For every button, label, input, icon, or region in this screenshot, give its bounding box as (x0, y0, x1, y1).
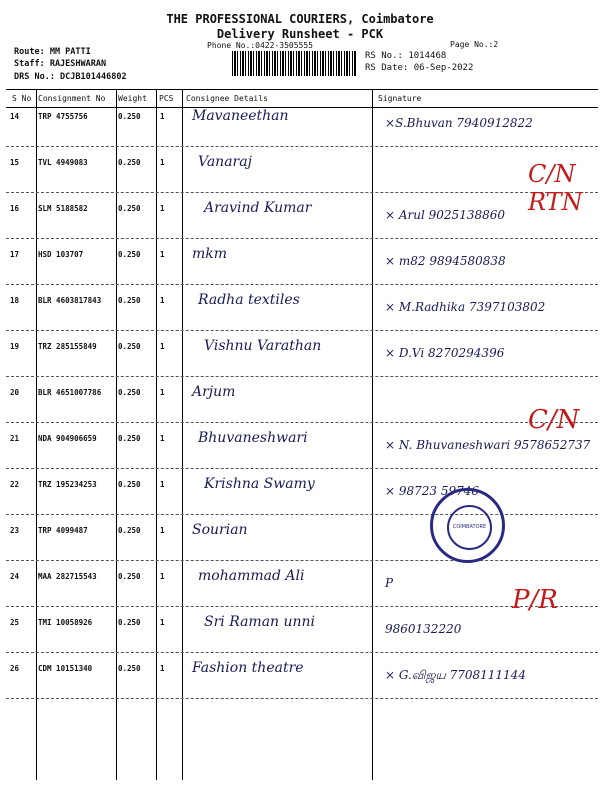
row-separator (6, 468, 598, 469)
row-pcs: 1 (160, 158, 165, 167)
consignee-handwriting: Mavaneethan (192, 108, 289, 124)
row-separator (6, 652, 598, 653)
row-separator (6, 606, 598, 607)
row-separator (6, 238, 598, 239)
row-consignment-no: TMI 10058926 (38, 618, 93, 627)
row-consignment-no: NDA 904906659 (38, 434, 97, 443)
consignee-handwriting: Aravind Kumar (204, 200, 312, 216)
row-pcs: 1 (160, 618, 165, 627)
column-header-consignee: Consignee Details (186, 94, 268, 103)
column-header-consignment: Consignment No (38, 94, 106, 103)
signature-handwriting: × G.விஜய 7708111144 (385, 668, 526, 682)
row-weight: 0.250 (118, 434, 141, 443)
row-consignment-no: BLR 4651007786 (38, 388, 102, 397)
phone-number: Phone No.:0422-3505555 (207, 41, 313, 50)
row-separator (6, 422, 598, 423)
signature-handwriting: × m82 9894580838 (385, 254, 506, 268)
row-weight: 0.250 (118, 480, 141, 489)
row-separator (6, 146, 598, 147)
row-weight: 0.250 (118, 526, 141, 535)
row-weight: 0.250 (118, 388, 141, 397)
row-weight: 0.250 (118, 572, 141, 581)
row-separator (6, 192, 598, 193)
row-consignment-no: TRP 4099487 (38, 526, 88, 535)
row-pcs: 1 (160, 572, 165, 581)
row-consignment-no: TRZ 285155849 (38, 342, 97, 351)
row-pcs: 1 (160, 480, 165, 489)
row-consignment-no: HSD 103707 (38, 250, 84, 259)
row-weight: 0.250 (118, 664, 141, 673)
row-separator (6, 376, 598, 377)
consignee-handwriting: Radha textiles (198, 292, 300, 308)
signature-handwriting: × D.Vi 8270294396 (385, 346, 505, 360)
column-header-signature: Signature (378, 94, 422, 103)
consignee-handwriting: Sri Raman unni (204, 614, 316, 630)
table-header-border (6, 107, 598, 108)
row-separator (6, 330, 598, 331)
column-divider (156, 90, 157, 780)
row-consignment-no: BLR 4603817843 (38, 296, 102, 305)
row-sno: 21 (10, 434, 20, 443)
cn-annotation: C/N (528, 405, 580, 435)
rs-number: RS No.: 1014468 (365, 51, 447, 61)
company-stamp (430, 488, 505, 563)
cn-rtn-annotation: C/N RTN (528, 160, 583, 216)
consignee-handwriting: Arjum (192, 384, 236, 400)
column-divider (36, 90, 37, 780)
row-separator (6, 514, 598, 515)
row-sno: 17 (10, 250, 20, 259)
consignee-handwriting: Vanaraj (198, 154, 252, 170)
pr-annotation: P/R (512, 585, 558, 615)
row-sno: 22 (10, 480, 20, 489)
signature-handwriting: × N. Bhuvaneshwari 9578652737 (385, 438, 591, 452)
consignee-handwriting: Fashion theatre (192, 660, 304, 676)
signature-handwriting: ×S.Bhuvan 7940912822 (385, 116, 533, 130)
row-sno: 18 (10, 296, 20, 305)
row-weight: 0.250 (118, 112, 141, 121)
row-weight: 0.250 (118, 342, 141, 351)
row-weight: 0.250 (118, 618, 141, 627)
signature-handwriting: × M.Radhika 7397103802 (385, 300, 546, 314)
row-pcs: 1 (160, 204, 165, 213)
consignee-handwriting: Sourian (192, 522, 248, 538)
row-consignment-no: TVL 4949083 (38, 158, 88, 167)
row-separator (6, 560, 598, 561)
row-weight: 0.250 (118, 158, 141, 167)
row-pcs: 1 (160, 664, 165, 673)
row-pcs: 1 (160, 296, 165, 305)
row-consignment-no: CDM 10151340 (38, 664, 93, 673)
consignee-handwriting: mkm (192, 246, 228, 262)
consignee-handwriting: Vishnu Varathan (204, 338, 322, 354)
column-header-sno: S No (12, 94, 32, 103)
row-sno: 25 (10, 618, 20, 627)
column-header-weight: Weight (118, 94, 147, 103)
row-consignment-no: TRP 4755756 (38, 112, 88, 121)
column-divider (182, 90, 183, 780)
row-separator (6, 698, 598, 699)
stamp-text: COIMBATORE (447, 505, 492, 550)
row-weight: 0.250 (118, 204, 141, 213)
consignee-handwriting: Krishna Swamy (204, 476, 315, 492)
row-sno: 16 (10, 204, 20, 213)
row-weight: 0.250 (118, 296, 141, 305)
barcode (232, 51, 357, 76)
row-sno: 24 (10, 572, 20, 581)
document-title: THE PROFESSIONAL COURIERS, Coimbatore (166, 12, 434, 26)
row-pcs: 1 (160, 112, 165, 121)
column-divider (372, 90, 373, 780)
page-number: Page No.:2 (450, 40, 499, 49)
column-divider (116, 90, 117, 780)
column-header-pcs: PCS (159, 94, 174, 103)
signature-handwriting: P (385, 576, 394, 590)
row-pcs: 1 (160, 388, 165, 397)
signature-handwriting: 9860132220 (385, 622, 462, 636)
row-pcs: 1 (160, 342, 165, 351)
rs-date: RS Date: 06-Sep-2022 (365, 63, 474, 73)
row-sno: 14 (10, 112, 20, 121)
consignee-handwriting: Bhuvaneshwari (198, 430, 308, 446)
row-consignment-no: MAA 282715543 (38, 572, 97, 581)
row-consignment-no: SLM 5188582 (38, 204, 88, 213)
row-pcs: 1 (160, 434, 165, 443)
signature-handwriting: × 98723 59746 (385, 484, 480, 498)
row-pcs: 1 (160, 250, 165, 259)
row-sno: 15 (10, 158, 20, 167)
row-weight: 0.250 (118, 250, 141, 259)
row-pcs: 1 (160, 526, 165, 535)
row-sno: 23 (10, 526, 20, 535)
document-subtitle: Delivery Runsheet - PCK (216, 27, 384, 41)
row-sno: 20 (10, 388, 20, 397)
row-consignment-no: TRZ 195234253 (38, 480, 97, 489)
consignee-handwriting: mohammad Ali (198, 568, 305, 584)
signature-handwriting: × Arul 9025138860 (385, 208, 505, 222)
table-top-border (6, 89, 598, 90)
drs-number: DRS No.: DCJB101446802 (14, 72, 127, 82)
row-sno: 26 (10, 664, 20, 673)
row-sno: 19 (10, 342, 20, 351)
route-label: Route: MM PATTI (14, 47, 91, 57)
staff-label: Staff: RAJESHWARAN (14, 59, 107, 69)
row-separator (6, 284, 598, 285)
